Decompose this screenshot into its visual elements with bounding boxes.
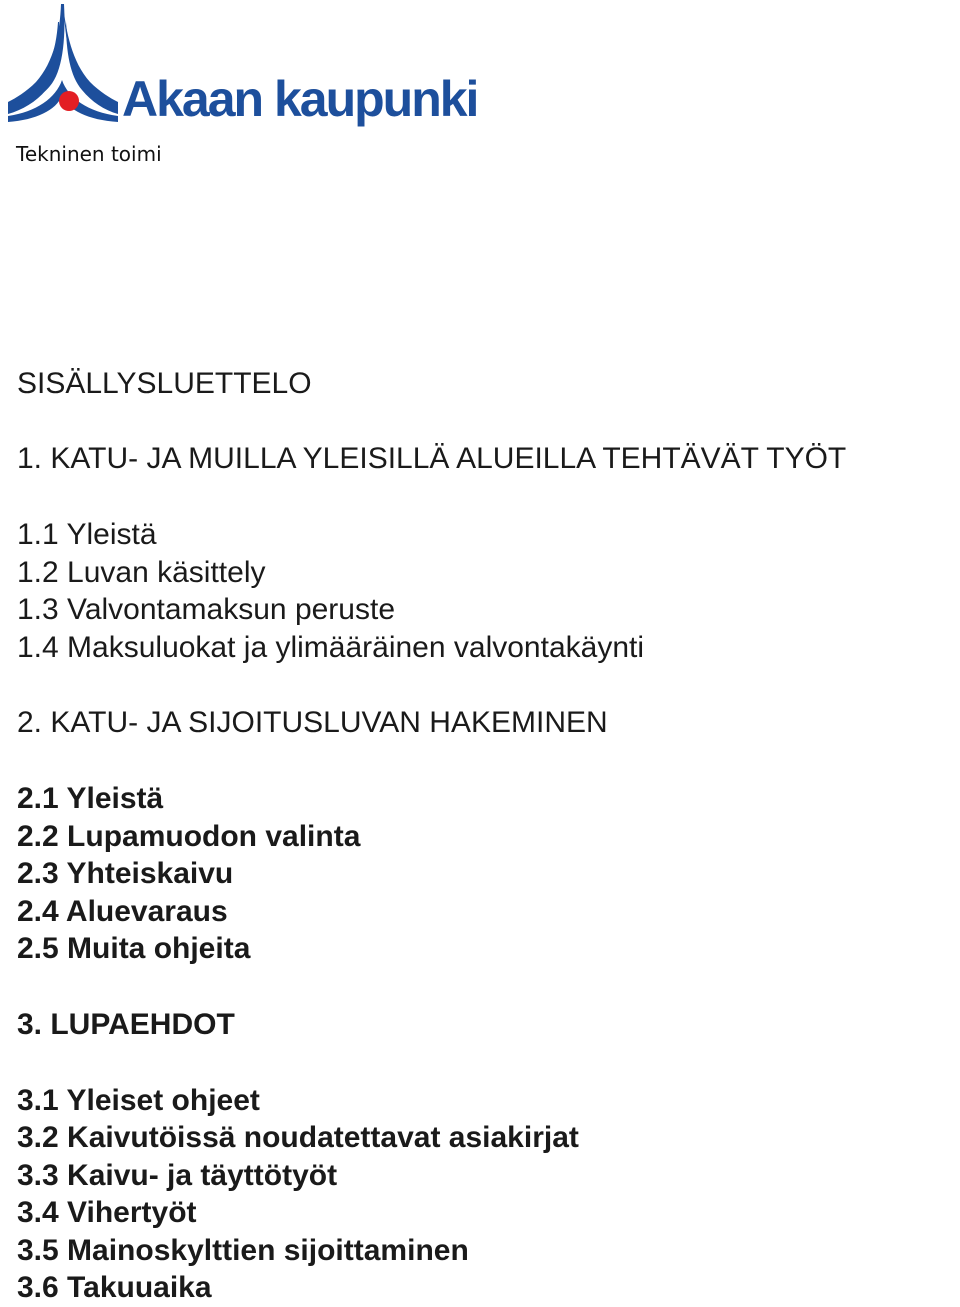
- toc-item: 1.2 Luvan käsittely: [17, 555, 266, 589]
- section-title: 2. KATU- JA SIJOITUSLUVAN HAKEMINEN: [17, 706, 608, 739]
- toc-section-3: [17, 1007, 957, 1307]
- toc-section-2: [17, 705, 957, 968]
- section-title: 1. KATU- JA MUILLA YLEISILLÄ ALUEILLA TEHTÄVÄT TYÖT: [17, 442, 847, 475]
- toc-item: 2.3 Yhteiskaivu: [17, 857, 234, 890]
- toc-item: 2.5 Muita ohjeita: [17, 932, 251, 965]
- section-items: [17, 780, 957, 968]
- toc-item: 1.3 Valvontamaksun peruste: [17, 593, 396, 626]
- logo-wordmark: Akaan kaupunki: [122, 71, 478, 127]
- toc-item: 1.4 Maksuluokat ja ylimääräinen valvontakäynti: [17, 630, 644, 664]
- section-items: [17, 1082, 957, 1307]
- section-title: 3. LUPAEHDOT: [17, 1007, 235, 1041]
- akaa-emblem-icon: [6, 2, 118, 124]
- toc-item: 2.1 Yleistä: [17, 782, 164, 815]
- toc-item: 1.1 Yleistä: [17, 518, 157, 551]
- toc-item: 3.4 Vihertyöt: [17, 1196, 197, 1229]
- akaa-logo: [6, 2, 478, 127]
- section-items: [17, 516, 957, 666]
- toc-item: 2.2 Lupamuodon valinta: [17, 819, 361, 853]
- toc-section-1: [17, 441, 957, 666]
- toc-item: 3.2 Kaivutöissä noudatettavat asiakirjat: [17, 1121, 579, 1154]
- toc-heading: SISÄLLYSLUETTELO: [17, 367, 312, 400]
- toc-item: 3.5 Mainoskylttien sijoittaminen: [17, 1233, 469, 1267]
- toc-item: 3.6 Takuuaika: [17, 1271, 212, 1304]
- toc-item: 2.4 Aluevaraus: [17, 894, 228, 928]
- toc-item: 3.3 Kaivu- ja täyttötyöt: [17, 1158, 338, 1192]
- toc-item: 3.1 Yleiset ohjeet: [17, 1083, 260, 1117]
- table-of-contents: [17, 366, 957, 1307]
- department-label: Tekninen toimi: [16, 142, 162, 166]
